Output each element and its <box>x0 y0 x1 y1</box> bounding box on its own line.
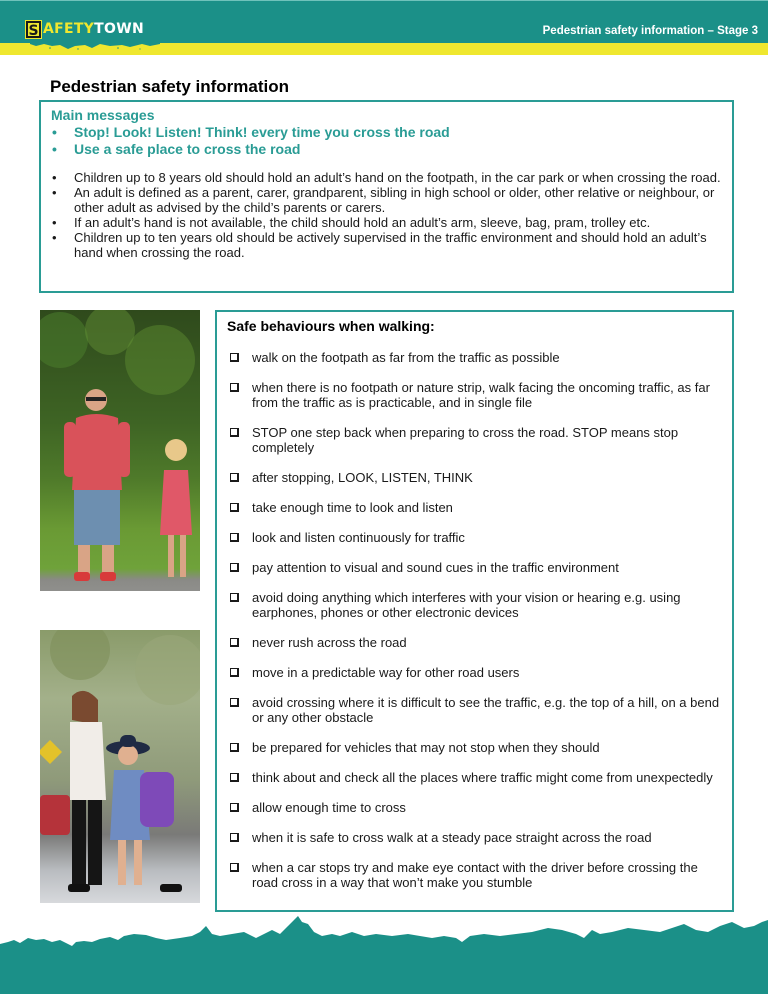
key-message-item: • Stop! Look! Listen! Think! every time you cross the road <box>52 124 450 140</box>
checklist-item: pay attention to visual and sound cues in the traffic environment <box>227 560 722 575</box>
checkbox-icon <box>230 503 239 512</box>
header-stage-title: Pedestrian safety information – Stage 3 <box>542 25 758 37</box>
checkbox-icon <box>230 593 239 602</box>
bullet-icon: • <box>52 170 57 185</box>
main-messages-heading: Main messages <box>51 107 155 123</box>
checklist-item: move in a predictable way for other road users <box>227 665 722 680</box>
key-message-item: • Use a safe place to cross the road <box>52 141 301 157</box>
checklist-item: when it is safe to cross walk at a steady pace straight across the road <box>227 830 722 845</box>
checklist-item: when there is no footpath or nature strip, walk facing the oncoming traffic, as far from the traffic as is practicable, and in single file <box>227 380 722 410</box>
checklist-item: after stopping, LOOK, LISTEN, THINK <box>227 470 722 485</box>
safe-behaviours-box <box>215 310 734 912</box>
info-item: • If an adult’s hand is not available, the child should hold an adult’s arm, sleeve, bag, pram, trolley etc. <box>52 215 651 230</box>
paint-splatter-decoration <box>30 43 160 51</box>
checkbox-icon <box>230 638 239 647</box>
bullet-icon: • <box>52 124 57 140</box>
info-list <box>51 170 722 260</box>
checkbox-icon <box>230 743 239 752</box>
checkbox-icon <box>230 533 239 542</box>
page-header <box>0 0 768 55</box>
logo-s-block: S <box>26 21 41 38</box>
checklist-item: never rush across the road <box>227 635 722 650</box>
photo-man-and-girl <box>40 310 200 591</box>
checkbox-icon <box>230 428 239 437</box>
logo-afety-text: AFETY <box>43 21 95 37</box>
safe-behaviours-heading: Safe behaviours when walking: <box>227 318 435 334</box>
checkbox-icon <box>230 353 239 362</box>
checklist-item: avoid crossing where it is difficult to see the traffic, e.g. the top of a hill, on a bend or any other obstacle <box>227 695 722 725</box>
checklist-item: think about and check all the places where traffic might come from unexpectedly <box>227 770 722 785</box>
checkbox-icon <box>230 773 239 782</box>
checklist-item: look and listen continuously for traffic <box>227 530 722 545</box>
checklist-item: allow enough time to cross <box>227 800 722 815</box>
checklist-item: take enough time to look and listen <box>227 500 722 515</box>
photo-2-illustration <box>40 630 200 903</box>
checkbox-icon <box>230 698 239 707</box>
safe-behaviours-checklist <box>227 350 722 890</box>
logo-town-text: TOWN <box>94 21 144 37</box>
bullet-icon: • <box>52 230 57 245</box>
bullet-icon: • <box>52 141 57 157</box>
info-item: • An adult is defined as a parent, carer, grandparent, sibling in high school or older, other relative or neighbour, or other adult as advised by the child’s parents or carers. <box>52 185 715 215</box>
photo-woman-and-schoolgirl <box>40 630 200 903</box>
checkbox-icon <box>230 833 239 842</box>
checkbox-icon <box>230 473 239 482</box>
info-item: • Children up to ten years old should be actively supervised in the traffic environment and should hold an adult’s hand when crossing the road. <box>52 230 707 260</box>
checklist-item: when a car stops try and make eye contact with the driver before crossing the road cross in a way that won’t make you stumble <box>227 860 722 890</box>
checklist-item: avoid doing anything which interferes with your vision or hearing e.g. using earphones, phones or other electronic devices <box>227 590 722 620</box>
checkbox-icon <box>230 803 239 812</box>
city-skyline-footer <box>0 912 768 994</box>
checklist-item: STOP one step back when preparing to cross the road. STOP means stop completely <box>227 425 722 455</box>
info-item: • Children up to 8 years old should hold an adult’s hand on the footpath, in the car park or when crossing the road. <box>52 170 721 185</box>
safetytown-logo <box>26 20 144 38</box>
checkbox-icon <box>230 668 239 677</box>
photo-1-illustration <box>40 310 200 591</box>
checklist-item: walk on the footpath as far from the traffic as possible <box>227 350 722 365</box>
checkbox-icon <box>230 563 239 572</box>
bullet-icon: • <box>52 185 57 200</box>
checklist-item: be prepared for vehicles that may not stop when they should <box>227 740 722 755</box>
bullet-icon: • <box>52 215 57 230</box>
key-messages-list <box>51 124 722 158</box>
checkbox-icon <box>230 863 239 872</box>
checkbox-icon <box>230 383 239 392</box>
main-messages-box <box>39 100 734 293</box>
page-title: Pedestrian safety information <box>50 77 290 96</box>
